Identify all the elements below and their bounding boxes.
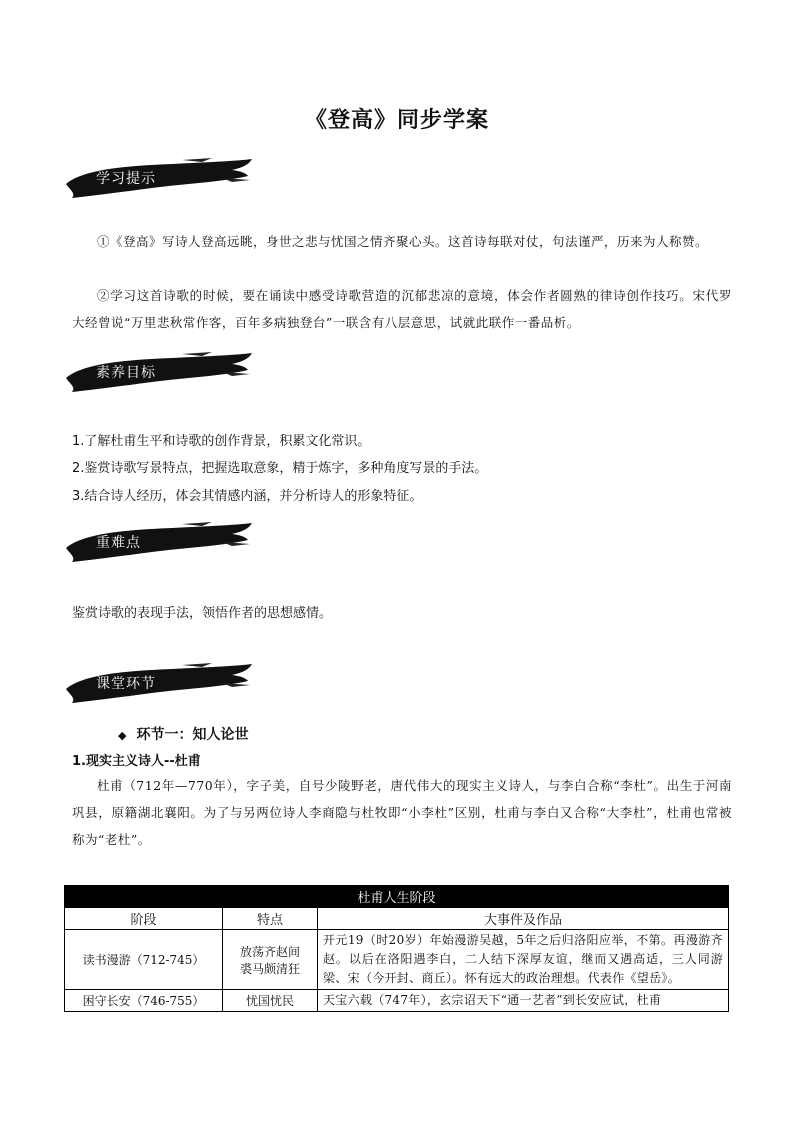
table-header: 大事件及作品 <box>318 908 729 930</box>
table-caption: 杜甫人生阶段 <box>65 886 729 908</box>
ink-brush-stroke <box>62 522 254 564</box>
section-title: 素养目标 <box>96 365 156 381</box>
goal-item: 2.鉴赏诗歌写景特点，把握选取意象，精于炼字，多种角度写景的手法。 <box>72 461 488 476</box>
section-title: 学习提示 <box>96 171 156 187</box>
stage-cell: 读书漫游（712-745） <box>65 930 223 990</box>
tip-paragraph: ②学习这首诗歌的时候，要在诵读中感受诗歌营造的沉郁悲凉的意境，体会作者圆熟的律诗创作技巧。宋代罗大经曾说“万里悲秋常作客，百年多病独登台”一联含有八层意思，试就此联作一番品析。 <box>72 288 732 330</box>
section-banner-goals <box>62 352 254 394</box>
du-fu-intro-paragraph: 杜甫（712年—770年），字子美，自号少陵野老，唐代伟大的现实主义诗人，与李白合称“李杜”。出生于河南巩县，原籍湖北襄阳。为了与另两位诗人李商隐与杜牧即“小李杜”区别，杜甫与李白又合称“大李杜”，杜甫也常被称为“老杜”。 <box>72 778 732 847</box>
ink-brush-stroke <box>62 158 254 200</box>
feature-cell: 放荡齐赵间裘马颇清狂 <box>223 930 318 990</box>
goal-item: 3.结合诗人经历，体会其情感内涵，并分析诗人的形象特征。 <box>72 489 423 504</box>
page-title: 《登高》同步学案 <box>304 108 489 133</box>
tip-paragraph: ①《登高》写诗人登高远眺，身世之悲与忧国之情齐聚心头。这首诗每联对仗，句法谨严，历来为人称赞。 <box>97 234 709 249</box>
events-cell: 天宝六载（747年），玄宗诏天下“通一艺者”到长安应试，杜甫 <box>318 990 729 1012</box>
goal-item: 1.了解杜甫生平和诗歌的创作背景，积累文化常识。 <box>72 434 371 449</box>
section-title: 重难点 <box>96 535 141 551</box>
table-header: 阶段 <box>65 908 223 930</box>
stage-cell: 困守长安（746-755） <box>65 990 223 1012</box>
ink-brush-stroke <box>62 663 254 705</box>
table-row <box>65 930 729 990</box>
ink-brush-stroke <box>62 352 254 394</box>
feature-cell: 忧国忧民 <box>223 990 318 1012</box>
du-fu-life-table <box>64 885 729 1012</box>
table-row <box>65 990 729 1012</box>
section-banner-class <box>62 663 254 705</box>
subheading: 1.现实主义诗人--杜甫 <box>72 754 201 769</box>
section-banner-tips <box>62 158 254 200</box>
table-header: 特点 <box>223 908 318 930</box>
section-banner-key <box>62 522 254 564</box>
key-point-text: 鉴赏诗歌的表现手法，领悟作者的思想感情。 <box>72 606 333 621</box>
events-cell: 开元19（时20岁）年始漫游吴越，5年之后归洛阳应举，不第。再漫游齐赵。以后在洛阳遇李白，二人结下深厚友谊，继而又遇高适，三人同游梁、宋（今开封、商丘）。怀有远大的政治理想。代表作《望岳》。 <box>318 930 729 990</box>
section-title: 课堂环节 <box>96 676 156 692</box>
step-heading <box>118 724 248 744</box>
step-heading-text: 环节一：知人论世 <box>136 727 249 743</box>
diamond-bullet-icon: ◆ <box>118 729 127 742</box>
